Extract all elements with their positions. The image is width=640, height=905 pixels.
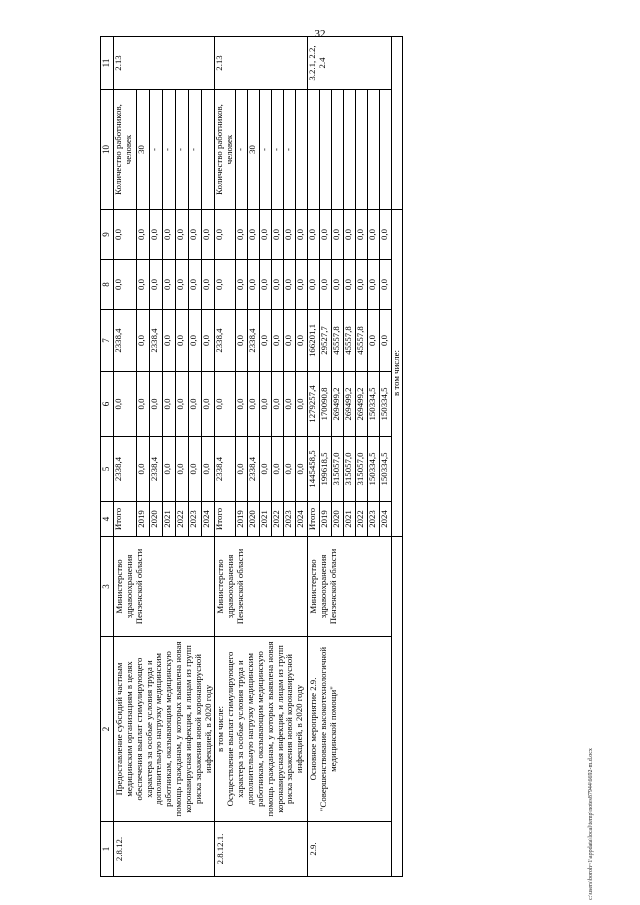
indicator-cell: -: [272, 90, 284, 210]
value-cell: 0,0: [189, 260, 202, 310]
value-cell: 0,0: [368, 310, 380, 372]
indicator-cell: [308, 90, 320, 210]
value-cell: 0,0: [176, 210, 189, 260]
table-row: [114, 37, 137, 877]
value-cell: 0,0: [215, 210, 236, 260]
indicator-cell: [320, 90, 332, 210]
value-cell: 0,0: [260, 260, 272, 310]
value-cell: 269499,2: [344, 372, 356, 437]
header-cell: 4: [101, 502, 114, 537]
header-cell: 3: [101, 537, 114, 637]
indicator-cell: [356, 90, 368, 210]
year-cell: 2019: [320, 502, 332, 537]
header-cell: 11: [101, 37, 114, 90]
row-description: [308, 637, 392, 822]
value-cell: 0,0: [149, 210, 162, 260]
value-cell: 0,0: [260, 310, 272, 372]
value-cell: 0,0: [236, 437, 248, 502]
row-code: 2.8.12.1.: [215, 822, 308, 877]
indicator-cell: 30: [248, 90, 260, 210]
value-cell: 0,0: [202, 437, 215, 502]
value-cell: 0,0: [114, 372, 137, 437]
indicator-cell: [380, 90, 392, 210]
value-cell: 0,0: [149, 260, 162, 310]
indicator-cell: [344, 90, 356, 210]
page-number: 32: [314, 28, 326, 40]
value-cell: 0,0: [380, 260, 392, 310]
value-cell: 29527,7: [320, 310, 332, 372]
value-cell: 0,0: [248, 260, 260, 310]
row-description: [215, 637, 308, 822]
value-cell: 0,0: [236, 210, 248, 260]
value-cell: 0,0: [202, 372, 215, 437]
value-cell: 0,0: [272, 310, 284, 372]
value-cell: 269499,2: [332, 372, 344, 437]
indicator-cell: -: [162, 90, 175, 210]
value-cell: 1279257,4: [308, 372, 320, 437]
value-cell: 0,0: [356, 210, 368, 260]
value-cell: 45557,8: [356, 310, 368, 372]
value-cell: 0,0: [189, 437, 202, 502]
year-cell: 2024: [202, 502, 215, 537]
header-cell: 10: [101, 90, 114, 210]
value-cell: 0,0: [272, 372, 284, 437]
year-cell: 2024: [296, 502, 308, 537]
value-cell: 0,0: [260, 437, 272, 502]
value-cell: 170090,8: [320, 372, 332, 437]
value-cell: 0,0: [356, 260, 368, 310]
value-cell: 150334,5: [380, 372, 392, 437]
value-cell: 0,0: [162, 210, 175, 260]
row-description-text: Основное мероприятие 2.9. "Совершенствование высокотехнологичной медицинской помощи": [308, 646, 338, 812]
value-cell: 0,0: [260, 372, 272, 437]
value-cell: 0,0: [176, 260, 189, 310]
value-cell: 0,0: [236, 310, 248, 372]
row-code: 2.9.: [308, 822, 392, 877]
year-cell: 2023: [284, 502, 296, 537]
value-cell: 0,0: [162, 260, 175, 310]
year-cell: 2024: [380, 502, 392, 537]
value-cell: 0,0: [136, 260, 149, 310]
row-reference: 3.2.1, 2.2, 2.4: [308, 37, 392, 90]
row-executor: Министерство здравоохранения Пензенской области: [215, 537, 308, 637]
indicator-cell: [332, 90, 344, 210]
value-cell: 0,0: [202, 210, 215, 260]
value-cell: 0,0: [215, 260, 236, 310]
value-cell: 0,0: [202, 310, 215, 372]
value-cell: 269499,2: [356, 372, 368, 437]
row-code: 2.8.12.: [114, 822, 215, 877]
value-cell: 0,0: [248, 372, 260, 437]
value-cell: 0,0: [114, 260, 137, 310]
value-cell: 0,0: [284, 210, 296, 260]
value-cell: 2338,4: [215, 437, 236, 502]
value-cell: 0,0: [320, 260, 332, 310]
year-cell: 2020: [248, 502, 260, 537]
header-cell: 6: [101, 372, 114, 437]
year-cell: 2021: [260, 502, 272, 537]
value-cell: 0,0: [215, 372, 236, 437]
value-cell: 315057,0: [332, 437, 344, 502]
header-cell: 2: [101, 637, 114, 822]
table-row: [215, 37, 236, 877]
value-cell: 0,0: [368, 260, 380, 310]
value-cell: 0,0: [136, 372, 149, 437]
value-cell: 166201,1: [308, 310, 320, 372]
value-cell: 0,0: [189, 210, 202, 260]
value-cell: 0,0: [344, 210, 356, 260]
value-cell: 2338,4: [215, 310, 236, 372]
value-cell: 0,0: [320, 210, 332, 260]
value-cell: 0,0: [296, 437, 308, 502]
value-cell: 0,0: [162, 372, 175, 437]
indicator-cell: -: [260, 90, 272, 210]
year-cell: 2020: [149, 502, 162, 537]
value-cell: 2338,4: [248, 437, 260, 502]
value-cell: 315057,0: [356, 437, 368, 502]
indicator-cell: 30: [136, 90, 149, 210]
indicator-cell: -: [149, 90, 162, 210]
rotated-table-container: [100, 37, 610, 877]
value-cell: 2338,4: [149, 437, 162, 502]
year-cell: Итого: [114, 502, 137, 537]
value-cell: 0,0: [272, 437, 284, 502]
value-cell: 0,0: [136, 437, 149, 502]
value-cell: 0,0: [296, 260, 308, 310]
footer-file-path: c:\users\boroh~1\appdata\local\temp\notes87944\6692-m.d.ocx: [588, 748, 594, 900]
value-cell: 0,0: [284, 372, 296, 437]
value-cell: 0,0: [380, 310, 392, 372]
value-cell: 0,0: [344, 260, 356, 310]
indicator-cell: [368, 90, 380, 210]
year-cell: 2019: [236, 502, 248, 537]
row-prefix: в том числе:: [215, 706, 226, 752]
value-cell: 0,0: [380, 210, 392, 260]
empty-cell: [392, 537, 403, 877]
header-cell: 8: [101, 260, 114, 310]
indicator-cell: -: [236, 90, 248, 210]
row-description-text: Предоставление субсидий частным медицинским организациям в целях обеспечения выплат стимулирующего характера за особые условия труда и дополнительную нагрузку медицинским работникам, оказывающим медицинскую помощь гражданам, у которых выявлена новая коронавирусная инфекция, и лицам из групп риска заражения новой коронавирусной инфекцией, в 2020 году: [114, 641, 213, 817]
value-cell: 0,0: [176, 437, 189, 502]
value-cell: 0,0: [284, 437, 296, 502]
row-reference: 2.13: [114, 37, 215, 90]
value-cell: 0,0: [149, 372, 162, 437]
row-executor: Министерство здравоохранения Пензенской области: [114, 537, 215, 637]
year-cell: 2023: [189, 502, 202, 537]
indicator-cell: -: [189, 90, 202, 210]
indicator-cell: -: [284, 90, 296, 210]
value-cell: 0,0: [332, 260, 344, 310]
value-cell: 315057,0: [344, 437, 356, 502]
value-cell: 0,0: [136, 310, 149, 372]
year-cell: 2021: [162, 502, 175, 537]
value-cell: 0,0: [162, 437, 175, 502]
year-cell: 2022: [272, 502, 284, 537]
empty-cell: [392, 37, 403, 210]
value-cell: 0,0: [114, 210, 137, 260]
header-cell: 5: [101, 437, 114, 502]
value-cell: 0,0: [248, 210, 260, 260]
value-cell: 2338,4: [149, 310, 162, 372]
table-row: [392, 37, 403, 877]
value-cell: 2338,4: [114, 310, 137, 372]
value-cell: 0,0: [202, 260, 215, 310]
value-cell: 0,0: [272, 260, 284, 310]
value-cell: 0,0: [136, 210, 149, 260]
indicator-cell: Количество работников, человек: [114, 90, 137, 210]
row-description: [114, 637, 215, 822]
year-cell: Итого: [215, 502, 236, 537]
row-suffix: в том числе:: [392, 210, 403, 537]
value-cell: 199618,5: [320, 437, 332, 502]
table-body: [101, 37, 403, 877]
value-cell: 0,0: [176, 310, 189, 372]
value-cell: 150334,5: [368, 437, 380, 502]
indicator-cell: [202, 90, 215, 210]
year-cell: 2022: [176, 502, 189, 537]
year-cell: 2019: [136, 502, 149, 537]
value-cell: 2338,4: [114, 437, 137, 502]
indicator-cell: [296, 90, 308, 210]
value-cell: 0,0: [308, 210, 320, 260]
header-cell: 9: [101, 210, 114, 260]
value-cell: 0,0: [296, 372, 308, 437]
header-cell: 7: [101, 310, 114, 372]
year-cell: 2022: [356, 502, 368, 537]
value-cell: 0,0: [260, 210, 272, 260]
value-cell: 0,0: [189, 372, 202, 437]
value-cell: 45557,8: [332, 310, 344, 372]
header-row: [101, 37, 114, 877]
value-cell: 0,0: [162, 310, 175, 372]
year-cell: 2023: [368, 502, 380, 537]
value-cell: 0,0: [189, 310, 202, 372]
value-cell: 45557,8: [344, 310, 356, 372]
value-cell: 0,0: [284, 310, 296, 372]
value-cell: 150334,5: [368, 372, 380, 437]
header-cell: 1: [101, 822, 114, 877]
year-cell: 2020: [332, 502, 344, 537]
value-cell: 0,0: [368, 210, 380, 260]
indicator-cell: Количество работников, человек: [215, 90, 236, 210]
row-description-text: Осуществление выплат стимулирующего характера за особые условия труда и дополнительную нагрузку медицинским работникам, оказывающим медицинскую помощь гражданам, у которых выявлена новая коронавирусная инфекция, и лицам из групп риска заражения новой коронавирусной инфекцией, в 2020 году: [225, 641, 305, 817]
value-cell: 0,0: [272, 210, 284, 260]
value-cell: 2338,4: [248, 310, 260, 372]
value-cell: 0,0: [176, 372, 189, 437]
program-table: [100, 36, 403, 877]
value-cell: 0,0: [332, 210, 344, 260]
value-cell: 0,0: [236, 260, 248, 310]
row-reference: 2.13: [215, 37, 308, 90]
value-cell: 0,0: [296, 310, 308, 372]
value-cell: 1445458,5: [308, 437, 320, 502]
row-executor: Министерство здравоохранения Пензенской области: [308, 537, 392, 637]
value-cell: 0,0: [296, 210, 308, 260]
table-row: [308, 37, 320, 877]
value-cell: 0,0: [236, 372, 248, 437]
value-cell: 0,0: [284, 260, 296, 310]
value-cell: 150334,5: [380, 437, 392, 502]
year-cell: Итого: [308, 502, 320, 537]
year-cell: 2021: [344, 502, 356, 537]
value-cell: 0,0: [308, 260, 320, 310]
indicator-cell: -: [176, 90, 189, 210]
